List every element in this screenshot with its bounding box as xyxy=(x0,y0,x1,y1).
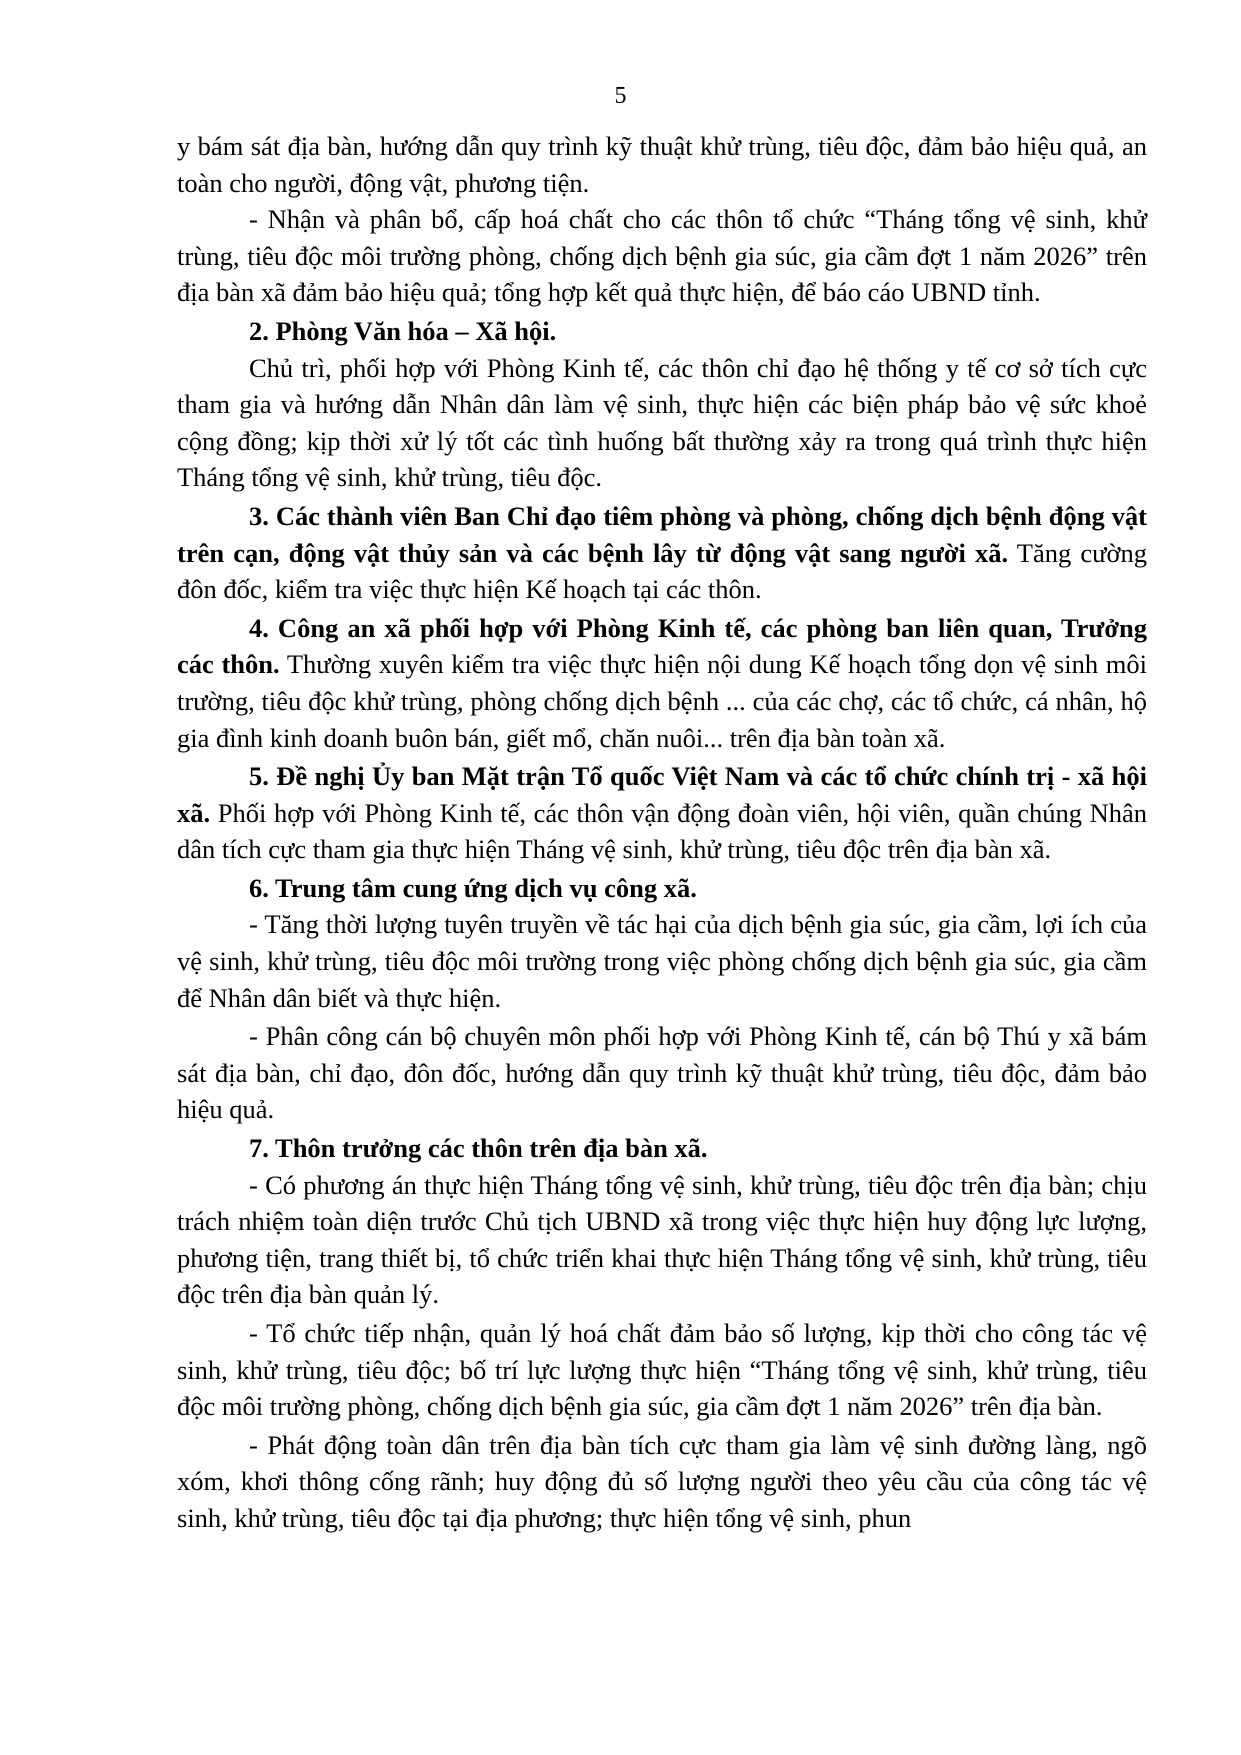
heading-section-4: 4. Công an xã phối hợp với Phòng Kinh tế, các phòng ban liên quan, Trưởng các thôn. xyxy=(177,612,1147,680)
paragraph-mobilization: - Phát động toàn dân trên địa bàn tích cực tham gia làm vệ sinh đường làng, ngõ xóm, khơi thông cống rãnh; huy động đủ số lượng người theo yêu cầu của công tác vệ sinh, khử trùng, tiêu độc tại địa phương; thực hiện tổng vệ sinh, phun xyxy=(177,1429,1147,1533)
paragraph-chemical-distribution: - Nhận và phân bổ, cấp hoá chất cho các thôn tổ chức “Tháng tổng vệ sinh, khử trùng, tiêu độc môi trường phòng, chống dịch bệnh gia súc, gia cầm đợt 1 năm 2026” trên địa bàn xã đảm bảo hiệu quả; tổng hợp kết quả thực hiện, để báo cáo UBND tỉnh. xyxy=(177,204,1147,308)
paragraph-section-5 xyxy=(177,758,1147,868)
paragraph-section-4 xyxy=(177,610,1147,756)
paragraph-staff-assignment: - Phân công cán bộ chuyên môn phối hợp với Phòng Kinh tế, cán bộ Thú y xã bám sát địa bàn, chỉ đạo, đôn đốc, hướng dẫn quy trình kỹ thuật khử trùng, tiêu độc, đảm bảo hiệu quả. xyxy=(177,1021,1147,1125)
paragraph-section-3-text: Tăng cường đôn đốc, kiểm tra việc thực hiện Kế hoạch tại các thôn. xyxy=(177,537,1148,605)
paragraph-chemical-management: - Tổ chức tiếp nhận, quản lý hoá chất đảm bảo số lượng, kịp thời cho công tác vệ sinh, khử trùng, tiêu độc; bố trí lực lượng thực hiện “Tháng tổng vệ sinh, khử trùng, tiêu độc môi trường phòng, chống dịch bệnh gia súc, gia cầm đợt 1 năm 2026” trên địa bàn. xyxy=(177,1318,1147,1422)
paragraph-section-5-text: Phối hợp với Phòng Kinh tế, các thôn vận động đoàn viên, hội viên, quần chúng Nhân dân tích cực tham gia thực hiện Tháng vệ sinh, khử trùng, tiêu độc trên địa bàn xã. xyxy=(177,797,1147,865)
paragraph-section-4-text: Thường xuyên kiểm tra việc thực hiện nội dung Kế hoạch tổng dọn vệ sinh môi trường, tiêu độc khử trùng, phòng chống dịch bệnh ... của các chợ, các tổ chức, cá nhân, hộ gia đình kinh doanh buôn bán, giết mổ, chăn nuôi... trên địa bàn toàn xã. xyxy=(177,649,1147,753)
page-number: 5 xyxy=(614,83,627,109)
heading-section-3: 3. Các thành viên Ban Chỉ đạo tiêm phòng và phòng, chống dịch bệnh động vật trên cạn, động vật thủy sản và các bệnh lây từ động vật sang người xã. xyxy=(177,500,1147,568)
paragraph-propaganda: - Tăng thời lượng tuyên truyền về tác hại của dịch bệnh gia súc, gia cầm, lợi ích của vệ sinh, khử trùng, tiêu độc môi trường trong việc phòng chống dịch bệnh gia súc, gia cầm để Nhân dân biết và thực hiện. xyxy=(177,909,1147,1013)
document-body xyxy=(177,128,1147,1537)
heading-section-2: 2. Phòng Văn hóa – Xã hội. xyxy=(249,315,557,346)
paragraph-village-plan: - Có phương án thực hiện Tháng tổng vệ sinh, khử trùng, tiêu độc trên địa bàn; chịu trách nhiệm toàn diện trước Chủ tịch UBND xã trong việc thực hiện huy động lực lượng, phương tiện, trang thiết bị, tổ chức triển khai thực hiện Tháng tổng vệ sinh, khử trùng, tiêu độc trên địa bàn quản lý. xyxy=(177,1169,1147,1310)
paragraph-section-3 xyxy=(177,498,1147,608)
paragraph-culture-social: Chủ trì, phối hợp với Phòng Kinh tế, các thôn chỉ đạo hệ thống y tế cơ sở tích cực tham gia và hướng dẫn Nhân dân làm vệ sinh, thực hiện các biện pháp bảo vệ sức khoẻ cộng đồng; kịp thời xử lý tốt các tình huống bất thường xảy ra trong quá trình thực hiện Tháng tổng vệ sinh, khử trùng, tiêu độc. xyxy=(177,352,1147,493)
heading-section-6: 6. Trung tâm cung ứng dịch vụ công xã. xyxy=(249,872,697,903)
heading-section-7: 7. Thôn trưởng các thôn trên địa bàn xã. xyxy=(249,1133,708,1164)
paragraph-continuation: y bám sát địa bàn, hướng dẫn quy trình kỹ thuật khử trùng, tiêu độc, đảm bảo hiệu quả, an toàn cho người, động vật, phương tiện. xyxy=(177,131,1147,198)
heading-section-5: 5. Đề nghị Ủy ban Mặt trận Tổ quốc Việt Nam và các tổ chức chính trị - xã hội xã. xyxy=(177,761,1147,828)
